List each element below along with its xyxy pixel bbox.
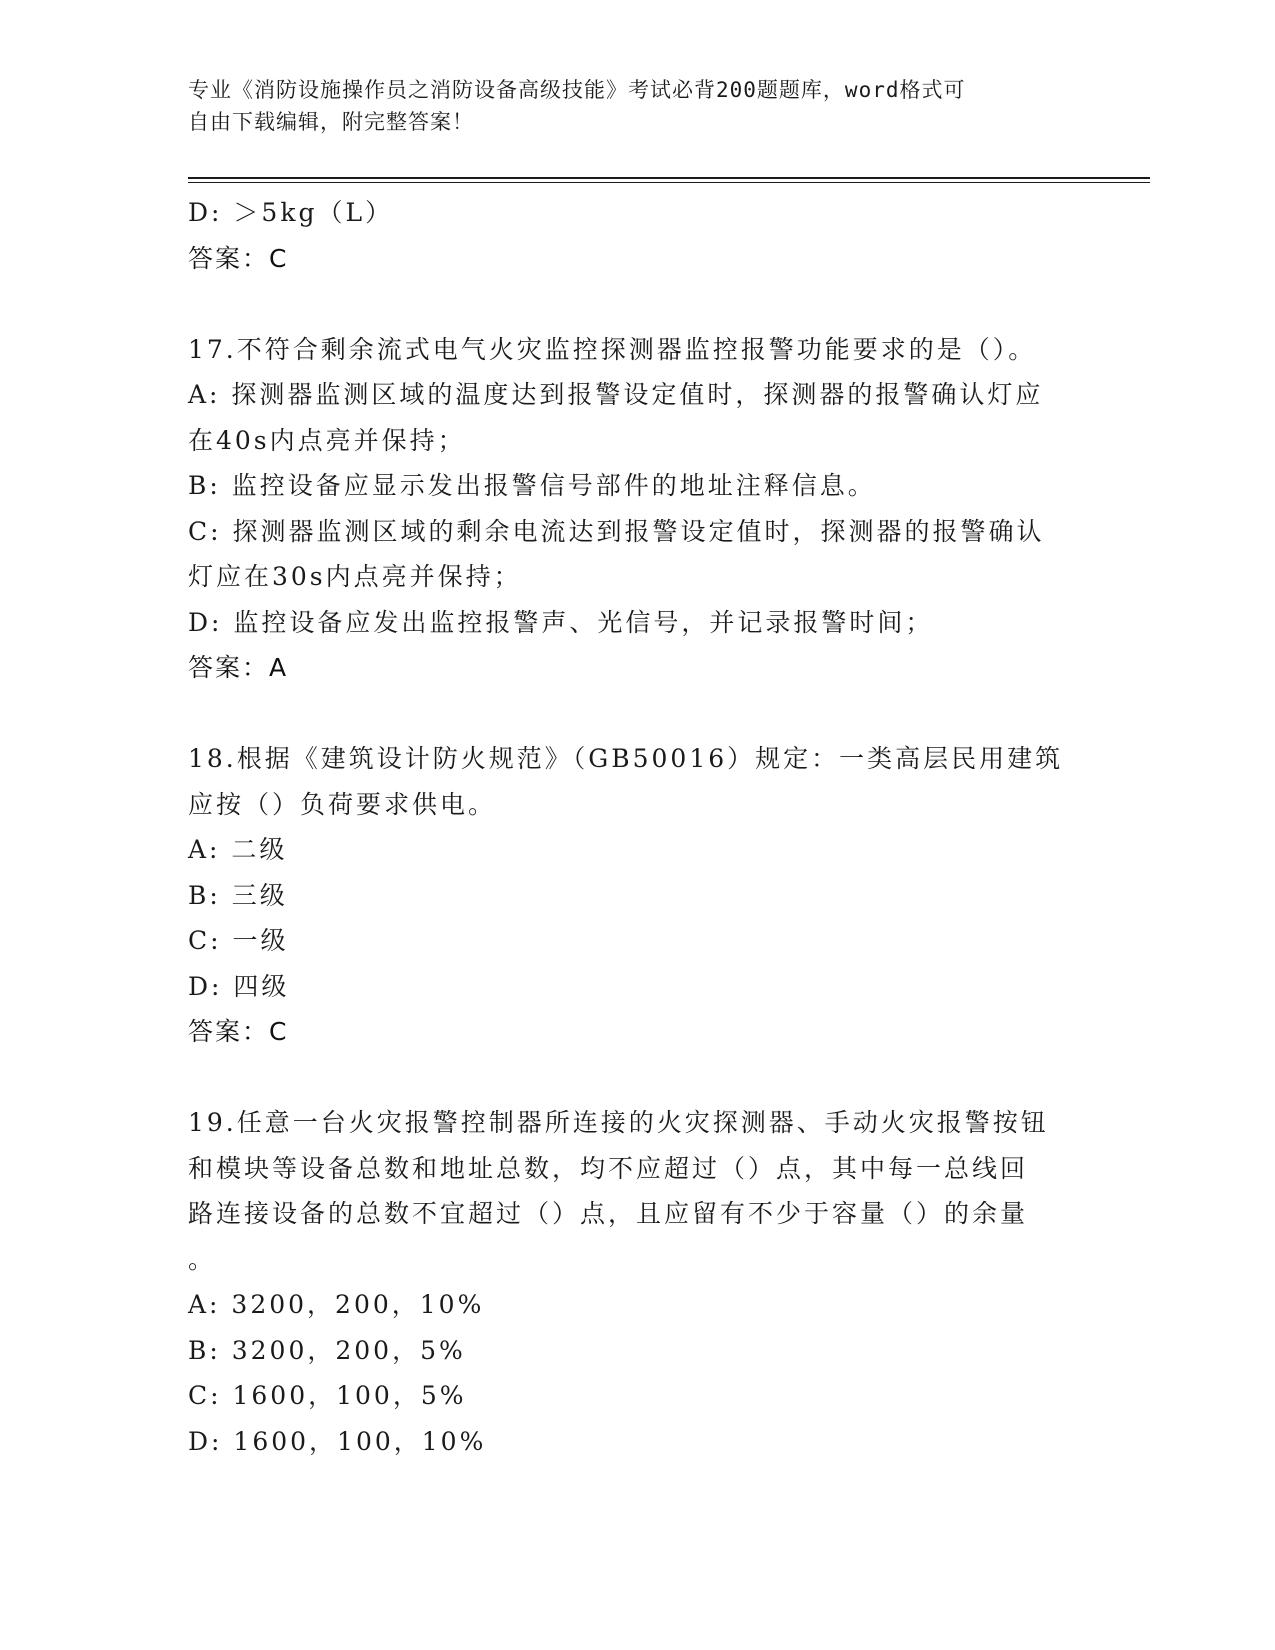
spacer bbox=[188, 1055, 1088, 1101]
option-c: C: 1600，100，5% bbox=[188, 1381, 467, 1410]
answer-line: 答案：C bbox=[188, 243, 289, 273]
option-a: A: 3200，200，10% bbox=[188, 1290, 485, 1319]
question-stem: 17.不符合剩余流式电气火灾监控探测器监控报警功能要求的是（）。 bbox=[188, 334, 1037, 364]
question-18 bbox=[188, 736, 1088, 1055]
option-b: B: 3200，200，5% bbox=[188, 1335, 466, 1365]
header-divider-thin bbox=[188, 182, 1150, 183]
option-a: A: 二级 bbox=[188, 835, 288, 864]
option-c: C: 探测器监测区域的剩余电流达到报警设定值时，探测器的报警确认 bbox=[188, 516, 1045, 546]
option-a: A: 探测器监测区域的温度达到报警设定值时，探测器的报警确认灯应 bbox=[188, 380, 1044, 409]
spacer bbox=[188, 281, 1088, 327]
question-17 bbox=[188, 327, 1088, 691]
document-header bbox=[188, 74, 1068, 138]
question-19 bbox=[188, 1100, 1088, 1464]
spacer bbox=[188, 691, 1088, 737]
question-stem: 18.根据《建筑设计防火规范》（GB50016）规定：一类高层民用建筑 bbox=[188, 744, 1064, 773]
option-d: D: 四级 bbox=[188, 971, 290, 1001]
option-b: B: 三级 bbox=[188, 880, 288, 910]
answer-line: 答案：A bbox=[188, 653, 289, 682]
question-stem-continued: 和模块等设备总数和地址总数，均不应超过（）点，其中每一总线回 bbox=[188, 1153, 1029, 1183]
answer-line: 答案：C bbox=[188, 1017, 289, 1046]
question-stem: 19.任意一台火灾报警控制器所连接的火灾探测器、手动火灾报警按钮 bbox=[188, 1108, 1049, 1137]
header-line-2: 自由下载编辑，附完整答案！ bbox=[188, 110, 474, 134]
option-d: D: ＞5kg（L） bbox=[188, 198, 394, 227]
option-d: D: 监控设备应发出监控报警声、光信号，并记录报警时间； bbox=[188, 607, 934, 637]
option-b: B: 监控设备应显示发出报警信号部件的地址注释信息。 bbox=[188, 471, 876, 500]
option-a-continued: 在40s内点亮并保持； bbox=[188, 425, 466, 455]
question-list bbox=[188, 190, 1088, 1464]
option-d: D: 1600，100，10% bbox=[188, 1426, 487, 1456]
option-c-continued: 灯应在30s内点亮并保持； bbox=[188, 562, 522, 591]
header-divider-thick bbox=[188, 177, 1150, 179]
question-stem-continued: 路连接设备的总数不宜超过（）点，且应留有不少于容量（）的余量 bbox=[188, 1199, 1029, 1228]
question-stem-continued: 。 bbox=[188, 1244, 217, 1274]
question-stem-continued: 应按（）负荷要求供电。 bbox=[188, 789, 497, 819]
question-16-tail bbox=[188, 190, 1088, 281]
option-c: C: 一级 bbox=[188, 926, 289, 955]
header-line-1: 专业《消防设施操作员之消防设备高级技能》考试必背200题题库，word格式可 bbox=[188, 78, 966, 102]
